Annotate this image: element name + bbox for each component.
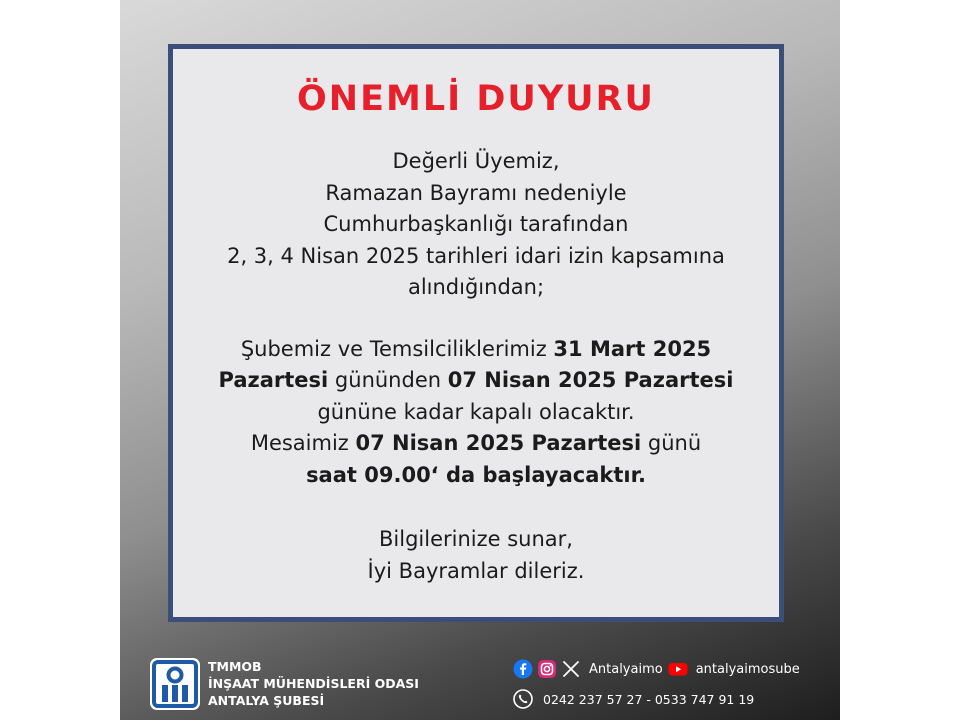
youtube-handle: antalyaimosube bbox=[695, 661, 800, 677]
youtube-icon[interactable] bbox=[668, 659, 688, 679]
instagram-icon[interactable] bbox=[537, 659, 557, 679]
body-line-2: Cumhurbaşkanlığı tarafından bbox=[323, 212, 629, 236]
body-line-1: Ramazan Bayramı nedeniyle bbox=[325, 180, 627, 205]
org-line-2: İNŞAAT MÜHENDİSLERİ ODASI bbox=[208, 676, 419, 691]
closure-line-3: gününe kadar kapalı olacaktır. bbox=[317, 399, 635, 424]
announcement-body bbox=[173, 146, 779, 587]
phone-numbers: 0242 237 57 27 - 0533 747 91 19 bbox=[543, 691, 755, 707]
greeting-line: Değerli Üyemiz, bbox=[392, 149, 560, 173]
resume-text-b: günü bbox=[641, 431, 702, 455]
org-line-3: ANTALYA ŞUBESİ bbox=[208, 693, 325, 708]
resume-line-1 bbox=[173, 428, 779, 460]
resume-text-a: Mesaimiz bbox=[250, 431, 356, 455]
facebook-icon[interactable] bbox=[513, 659, 533, 679]
social-row bbox=[513, 657, 805, 681]
announcement-poster bbox=[120, 0, 840, 720]
closure-line-1 bbox=[173, 334, 779, 366]
social-handle: Antalyaimo bbox=[589, 661, 663, 677]
closure-end-date: 07 Nisan 2025 Pazartesi bbox=[447, 368, 734, 392]
closing-line-1: Bilgilerinize sunar, bbox=[379, 527, 573, 551]
resume-time: saat 09.00‘ da başlayacaktır. bbox=[306, 462, 646, 487]
resume-date: 07 Nisan 2025 Pazartesi bbox=[355, 431, 642, 455]
x-icon[interactable] bbox=[561, 659, 581, 679]
announcement-card bbox=[168, 44, 784, 622]
closure-text-a: Şubemiz ve Temsilciliklerimiz bbox=[240, 336, 554, 361]
phone-row bbox=[513, 687, 754, 711]
resume-line-2 bbox=[173, 460, 779, 492]
body-line-4: alındığından; bbox=[407, 275, 545, 299]
phone-icon bbox=[513, 689, 533, 709]
closure-text-b: gününden bbox=[328, 368, 448, 392]
imo-logo bbox=[150, 658, 200, 710]
closure-start-date: 31 Mart 2025 bbox=[553, 336, 712, 361]
org-line-1: TMMOB bbox=[208, 659, 262, 674]
closure-line-2 bbox=[173, 365, 779, 397]
footer bbox=[120, 648, 840, 720]
closing-line-2: İyi Bayramlar dileriz. bbox=[367, 558, 585, 583]
closure-start-day: Pazartesi bbox=[218, 368, 329, 392]
body-line-3: 2, 3, 4 Nisan 2025 tarihleri idari izin kapsamına bbox=[227, 243, 725, 268]
org-name bbox=[208, 658, 419, 709]
announcement-title: ÖNEMLİ DUYURU bbox=[297, 79, 655, 119]
